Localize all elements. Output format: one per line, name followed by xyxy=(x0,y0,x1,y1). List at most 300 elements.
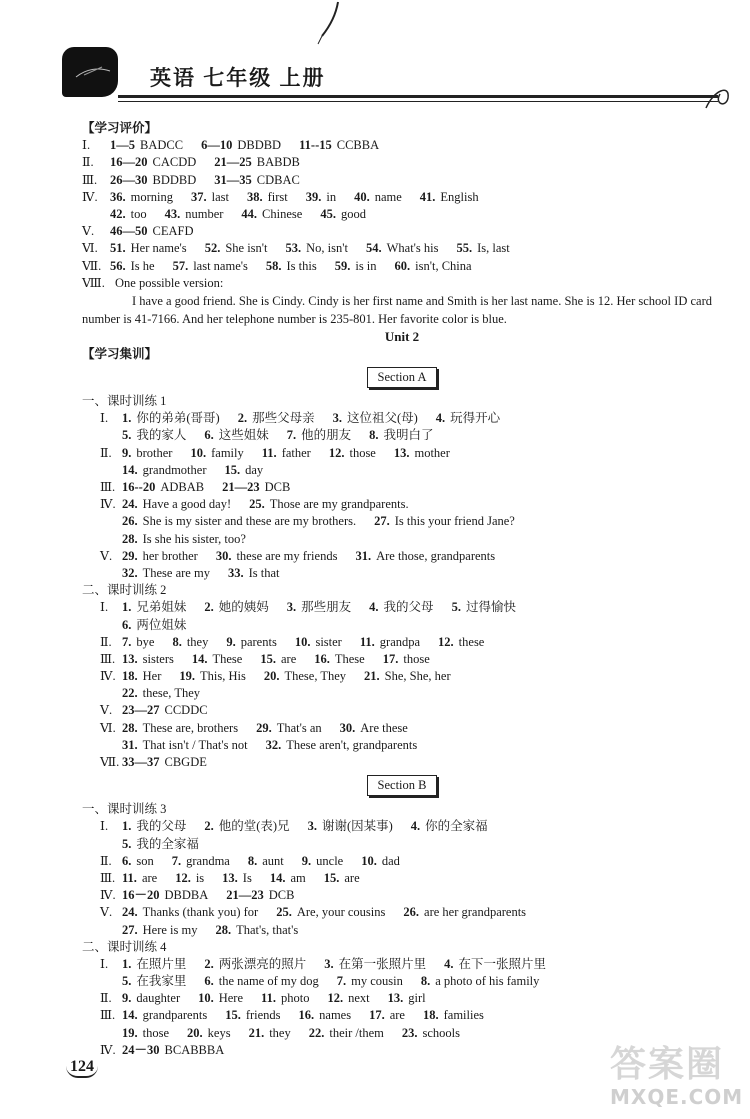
item-number: 5. xyxy=(122,974,132,989)
item-answer: ADBAB xyxy=(160,480,205,495)
item-number: 27. xyxy=(374,514,390,529)
item-number: 1. xyxy=(122,600,132,615)
item-answer: She is my sister and these are my brothers. xyxy=(142,514,357,529)
answer-row xyxy=(82,720,722,737)
answer-item xyxy=(215,922,298,939)
answer-item xyxy=(110,137,183,154)
sample-paragraph-text: I have a good friend. She is Cindy. Cindy is her first name and Smith is her last name. She is 12. Her school ID card number is 41-7166. And her telephone number is 235-801. Her favorite color is blue. xyxy=(82,293,712,326)
row-items xyxy=(122,685,218,702)
row-items xyxy=(122,973,557,990)
answer-item xyxy=(402,1025,460,1042)
item-answer: her brother xyxy=(142,548,198,563)
row-number: Ⅲ. xyxy=(100,651,116,666)
answer-item xyxy=(354,189,402,206)
answer-row xyxy=(82,513,722,530)
row-number: Ⅴ. xyxy=(82,224,95,239)
row-items xyxy=(122,1042,242,1059)
answer-item xyxy=(249,1025,291,1042)
item-number: 13. xyxy=(393,445,410,460)
answer-row xyxy=(82,531,722,548)
item-answer: those xyxy=(403,651,430,666)
item-answer: friends xyxy=(245,1008,281,1023)
item-answer: name xyxy=(374,189,402,204)
answer-row xyxy=(82,737,722,754)
item-answer: daughter xyxy=(136,991,181,1006)
item-number: 42. xyxy=(110,206,126,221)
answer-item xyxy=(122,922,197,939)
answer-row xyxy=(82,410,722,427)
item-answer: 那些朋友 xyxy=(301,600,352,615)
item-number: 6. xyxy=(122,853,132,868)
item-number: 4. xyxy=(410,819,421,834)
item-answer: DCB xyxy=(268,888,295,903)
item-number: 14. xyxy=(122,1008,138,1023)
row-number: Ⅱ. xyxy=(100,634,112,649)
row-items xyxy=(122,870,378,887)
item-number: 1. xyxy=(122,819,132,834)
answer-row xyxy=(82,258,722,275)
item-number: 9. xyxy=(226,634,236,649)
answer-item xyxy=(369,427,433,444)
row-number: Ⅶ. xyxy=(82,258,102,273)
item-answer: grandmother xyxy=(142,462,207,477)
item-answer: 我的父母 xyxy=(383,600,434,615)
item-answer: 两张漂亮的照片 xyxy=(218,956,307,971)
answer-item xyxy=(444,956,546,973)
answer-row xyxy=(82,990,722,1007)
item-answer: am xyxy=(290,870,306,885)
answer-item xyxy=(122,565,210,582)
answer-item xyxy=(122,754,207,771)
item-number: 37. xyxy=(190,189,207,204)
answer-item xyxy=(306,189,336,206)
item-answer: These are, brothers xyxy=(142,720,239,735)
row-items xyxy=(122,737,435,754)
answer-item xyxy=(122,479,204,496)
answer-item xyxy=(287,427,351,444)
answer-item xyxy=(122,651,174,668)
item-number: 6. xyxy=(122,617,132,632)
answer-item xyxy=(299,1007,352,1024)
item-answer: CBGDE xyxy=(164,755,207,770)
answer-item xyxy=(324,870,360,887)
answer-item xyxy=(423,1007,484,1024)
row-items xyxy=(122,1007,502,1024)
item-number: 31—35 xyxy=(214,172,252,187)
item-number: 20. xyxy=(187,1025,203,1040)
row-number: Ⅰ. xyxy=(100,956,109,971)
answer-item xyxy=(238,410,315,427)
header-rule-thin xyxy=(118,101,718,102)
item-number: 26—30 xyxy=(110,172,148,187)
unit-title: Unit 2 xyxy=(384,328,420,344)
answer-item xyxy=(374,513,515,530)
item-number: 8. xyxy=(172,634,182,649)
answer-item xyxy=(222,479,290,496)
item-answer: last xyxy=(211,189,229,204)
row-items xyxy=(110,275,241,292)
item-answer: 我的父母 xyxy=(136,819,187,834)
answer-item xyxy=(216,548,338,565)
answer-item xyxy=(122,990,180,1007)
item-answer: 我的全家福 xyxy=(136,836,199,851)
row-number: Ⅴ. xyxy=(100,703,113,718)
practice-title: 【学习集训】 xyxy=(82,346,158,361)
page-number: 124 xyxy=(66,1058,98,1078)
item-answer: morning xyxy=(130,189,173,204)
item-number: 15. xyxy=(260,651,276,666)
item-answer: isn't, China xyxy=(415,258,472,273)
answer-row xyxy=(82,702,722,719)
item-answer: too xyxy=(130,206,147,221)
answer-item xyxy=(299,137,379,154)
item-number: 6. xyxy=(204,428,214,443)
item-number: 32. xyxy=(122,565,138,580)
row-items xyxy=(122,853,418,870)
item-number: 19. xyxy=(179,669,195,684)
answer-item xyxy=(261,990,309,1007)
item-number: 56. xyxy=(110,258,126,273)
item-answer: 那些父母亲 xyxy=(252,411,315,426)
item-number: 59. xyxy=(334,258,351,273)
item-number: 54. xyxy=(365,241,382,256)
row-items xyxy=(110,206,384,223)
item-answer: No, isn't xyxy=(306,241,348,256)
answer-item xyxy=(411,818,488,835)
item-number: 25. xyxy=(249,497,265,512)
item-answer: Is that xyxy=(248,565,280,580)
item-number: 12. xyxy=(328,445,345,460)
item-number: 31. xyxy=(122,737,138,752)
item-number: 1—5 xyxy=(110,138,135,153)
eval-title: 【学习评价】 xyxy=(82,121,158,135)
item-number: 46—50 xyxy=(110,224,148,239)
row-number: Ⅲ. xyxy=(100,870,116,885)
row-items xyxy=(122,462,281,479)
row-items xyxy=(122,410,518,427)
row-items xyxy=(110,137,397,154)
item-number: 24. xyxy=(122,497,138,512)
row-items xyxy=(122,818,506,835)
answer-row xyxy=(82,973,722,990)
item-answer: 在第一张照片里 xyxy=(338,956,427,971)
answer-item xyxy=(264,668,346,685)
row-items xyxy=(122,548,513,565)
item-number: 2. xyxy=(204,819,214,834)
item-number: 21. xyxy=(248,1025,265,1040)
answer-item xyxy=(122,853,154,870)
item-answer: CCBBA xyxy=(336,138,380,153)
item-answer: aunt xyxy=(262,853,284,868)
answer-item xyxy=(110,206,147,223)
item-answer: That's, that's xyxy=(236,922,299,937)
item-answer: Those are my grandparents. xyxy=(269,497,409,512)
item-answer: keys xyxy=(207,1025,231,1040)
item-number: 45. xyxy=(320,206,336,221)
row-number: Ⅰ. xyxy=(100,600,109,615)
item-answer: those xyxy=(142,1025,170,1040)
answer-item xyxy=(122,685,200,702)
answer-item xyxy=(360,634,420,651)
item-number: 28. xyxy=(122,531,138,546)
answer-row xyxy=(82,685,722,702)
item-number: 3. xyxy=(286,600,297,615)
item-number: 8. xyxy=(420,974,431,989)
row-items xyxy=(122,427,452,444)
answer-row xyxy=(82,818,722,835)
answer-item xyxy=(395,258,472,275)
answer-item xyxy=(122,702,208,719)
answer-row xyxy=(82,668,722,685)
answer-row xyxy=(82,853,722,870)
answer-row xyxy=(82,565,722,582)
answer-item xyxy=(329,445,376,462)
row-number: Ⅳ. xyxy=(82,189,98,204)
row-items xyxy=(122,904,544,921)
book-logo-icon xyxy=(62,47,118,97)
item-number: 16—20 xyxy=(110,155,148,170)
item-number: 1. xyxy=(122,411,132,426)
page-header xyxy=(0,0,750,130)
item-number: 28. xyxy=(215,922,232,937)
answer-item xyxy=(122,904,258,921)
item-number: 7. xyxy=(336,974,347,989)
section-a-label-wrap xyxy=(82,367,722,391)
row-items xyxy=(122,836,217,853)
row-items xyxy=(122,720,426,737)
row-items xyxy=(122,513,533,530)
item-number: 19. xyxy=(122,1025,138,1040)
item-number: 11. xyxy=(261,991,276,1006)
item-number: 2. xyxy=(204,600,214,615)
row-items xyxy=(110,240,528,257)
answer-item xyxy=(175,870,204,887)
item-answer: This, His xyxy=(200,669,246,684)
lesson-heading: 二、课时训练 2 xyxy=(82,583,167,598)
answer-item xyxy=(324,956,426,973)
item-number: 18. xyxy=(422,1008,439,1023)
item-answer: Are, your cousins xyxy=(296,905,386,920)
answer-item xyxy=(205,240,268,257)
answer-item xyxy=(248,853,284,870)
item-answer: last name's xyxy=(193,258,248,273)
item-answer: These, They xyxy=(284,669,347,684)
item-answer: are xyxy=(280,651,297,666)
lesson-heading: 一、课时训练 1 xyxy=(82,394,167,409)
item-answer: BDDBD xyxy=(152,172,197,187)
item-answer: 她的姨妈 xyxy=(218,600,269,615)
answer-item xyxy=(247,189,288,206)
row-number: Ⅱ. xyxy=(100,445,112,460)
answer-row xyxy=(82,172,722,189)
item-number: 20. xyxy=(263,669,280,684)
answer-item xyxy=(320,206,366,223)
answer-item xyxy=(270,870,306,887)
answer-item xyxy=(369,1007,405,1024)
row-items xyxy=(122,754,225,771)
answer-row xyxy=(82,1025,722,1042)
answer-row xyxy=(82,634,722,651)
item-answer: BADCC xyxy=(140,138,184,153)
item-number: 16. xyxy=(298,1008,315,1023)
item-number: 21—25 xyxy=(214,155,252,170)
section-b-label-wrap xyxy=(82,775,722,799)
pen-illustration-icon xyxy=(300,0,350,60)
answer-item xyxy=(327,990,369,1007)
answer-item xyxy=(225,462,264,479)
answer-item xyxy=(122,427,186,444)
answer-item xyxy=(122,513,356,530)
row-items xyxy=(122,634,502,651)
answer-item xyxy=(122,870,157,887)
answer-item xyxy=(438,634,484,651)
answer-item xyxy=(226,634,276,651)
item-answer: their /them xyxy=(329,1025,384,1040)
answer-item xyxy=(122,836,199,853)
item-number: 9. xyxy=(122,445,132,460)
item-answer: schools xyxy=(422,1025,460,1040)
item-number: 30. xyxy=(215,548,232,563)
item-answer: father xyxy=(281,445,311,460)
item-answer: CDBAC xyxy=(256,172,300,187)
answer-row xyxy=(82,548,722,565)
answer-item xyxy=(314,651,364,668)
answer-item xyxy=(249,496,408,513)
item-number: 5. xyxy=(122,836,132,851)
answer-item xyxy=(403,904,526,921)
item-answer: are xyxy=(389,1008,405,1023)
section-b-label: Section B xyxy=(367,775,438,796)
answer-item xyxy=(276,904,385,921)
item-answer: These xyxy=(334,651,365,666)
answer-item xyxy=(452,599,516,616)
answer-item xyxy=(266,737,418,754)
item-number: 8. xyxy=(369,428,379,443)
item-answer: Her xyxy=(142,669,162,684)
item-answer: Chinese xyxy=(262,206,303,221)
item-number: 36. xyxy=(110,189,126,204)
item-number: 10. xyxy=(294,634,311,649)
row-number: Ⅰ. xyxy=(82,138,91,153)
item-answer: Her name's xyxy=(130,241,187,256)
item-number: 57. xyxy=(172,258,189,273)
item-number: 11. xyxy=(122,870,137,885)
answer-item xyxy=(364,668,451,685)
answer-item xyxy=(214,154,300,171)
item-number: 13. xyxy=(222,870,238,885)
answer-item xyxy=(122,720,238,737)
item-number: 23. xyxy=(401,1025,418,1040)
answer-row xyxy=(82,462,722,479)
row-items xyxy=(122,479,308,496)
answer-item xyxy=(383,651,430,668)
answer-item xyxy=(122,634,154,651)
item-answer: are xyxy=(344,870,360,885)
item-number: 14. xyxy=(122,462,138,477)
answer-row xyxy=(82,496,722,513)
answer-item xyxy=(179,668,245,685)
row-items xyxy=(122,651,448,668)
answer-item xyxy=(241,206,302,223)
answer-row xyxy=(82,887,722,904)
answer-item xyxy=(295,634,342,651)
item-answer: grandpa xyxy=(379,634,421,649)
answer-item xyxy=(122,887,208,904)
item-number: 6—10 xyxy=(201,138,233,153)
answer-row xyxy=(82,617,722,634)
answer-item xyxy=(122,548,198,565)
item-number: 15. xyxy=(225,1008,241,1023)
answer-item xyxy=(369,599,433,616)
answer-item xyxy=(204,956,306,973)
item-number: 29. xyxy=(256,720,272,735)
item-number: 4. xyxy=(435,411,446,426)
item-answer: Is this your friend Jane? xyxy=(394,514,515,529)
item-answer: 你的全家福 xyxy=(425,819,488,834)
item-number: 21—23 xyxy=(226,888,264,903)
item-answer: 他的堂(表)兄 xyxy=(218,819,290,834)
answer-item xyxy=(260,651,296,668)
item-answer: What's his xyxy=(386,241,439,256)
item-number: 4. xyxy=(444,956,454,971)
item-number: 5. xyxy=(122,428,132,443)
item-number: 22. xyxy=(122,686,138,701)
item-answer: is in xyxy=(355,258,377,273)
item-number: 44. xyxy=(241,206,258,221)
item-answer: Here is my xyxy=(142,922,198,937)
row-number: Ⅰ. xyxy=(100,819,109,834)
item-number: 10. xyxy=(190,445,207,460)
answer-item xyxy=(172,634,208,651)
item-answer: DBDBD xyxy=(237,138,282,153)
answer-row xyxy=(82,206,722,223)
answer-row xyxy=(82,189,722,206)
item-number: 14. xyxy=(269,870,286,885)
item-number: 2. xyxy=(204,956,214,971)
flourish-icon xyxy=(700,78,740,118)
item-answer: parents xyxy=(240,634,277,649)
answer-item xyxy=(222,870,252,887)
item-number: 10. xyxy=(198,991,214,1006)
row-number: Ⅳ. xyxy=(100,1042,116,1057)
item-answer: CACDD xyxy=(152,155,197,170)
item-answer: sister xyxy=(315,634,342,649)
row-number: Ⅷ. xyxy=(82,275,105,290)
answer-item xyxy=(110,275,223,292)
row-number: Ⅳ. xyxy=(100,497,116,512)
answer-item xyxy=(420,189,479,206)
lesson-heading: 一、课时训练 3 xyxy=(82,802,167,817)
answer-item xyxy=(110,154,196,171)
item-answer: 玩得开心 xyxy=(450,411,501,426)
answer-row xyxy=(82,223,722,240)
answer-item xyxy=(122,1025,169,1042)
answer-item xyxy=(122,1007,207,1024)
answer-item xyxy=(226,887,294,904)
row-items xyxy=(122,531,264,548)
item-number: 29. xyxy=(122,548,138,563)
item-answer: BABDB xyxy=(256,155,300,170)
item-number: 38. xyxy=(246,189,263,204)
answer-item xyxy=(122,462,207,479)
item-number: 3. xyxy=(332,411,342,426)
answer-item xyxy=(110,223,193,240)
row-number: Ⅶ. xyxy=(100,755,120,770)
item-number: 16--20 xyxy=(122,480,156,495)
answer-row xyxy=(82,1007,722,1024)
item-answer: CEAFD xyxy=(152,224,194,239)
answer-row xyxy=(82,240,722,257)
